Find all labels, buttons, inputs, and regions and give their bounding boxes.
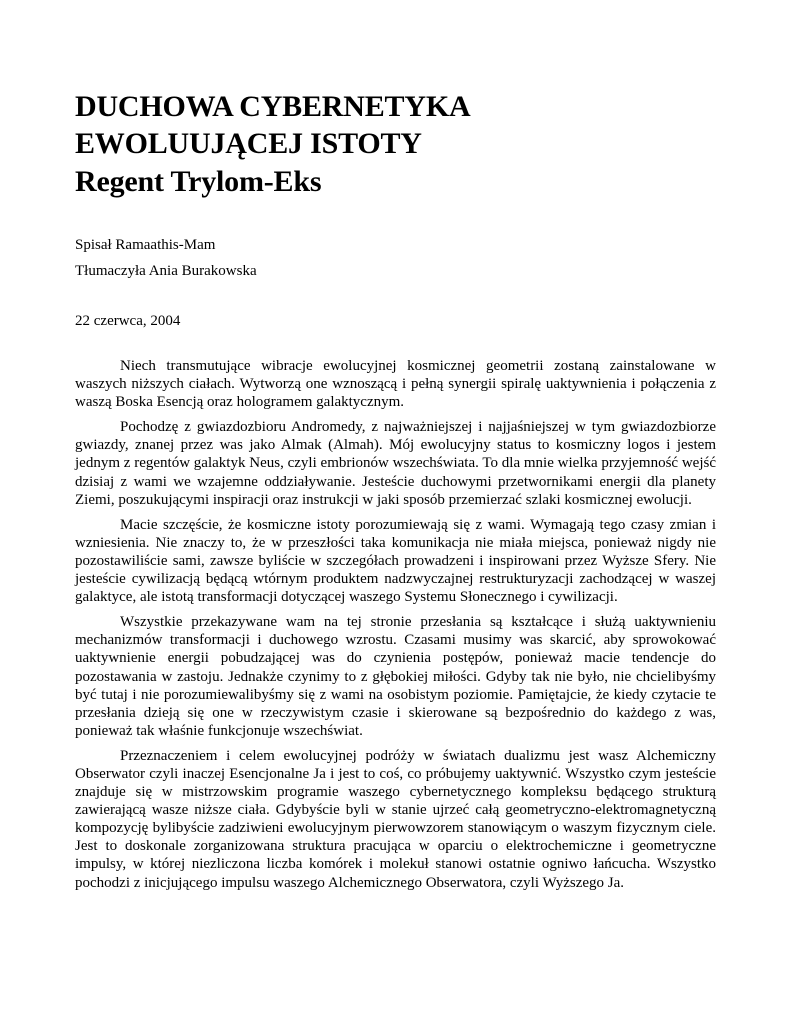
paragraph-1: Niech transmutujące wibracje ewolucyjnej kosmicznej geometrii zostaną zainstalowane w waszych niższych ciałach. Wytworzą one wznoszącą i pełną synergii spiralę uaktywnienia i połączenia z waszą Boska Esencją oraz hologramem galaktycznym. <box>75 358 716 411</box>
paragraph-5: Przeznaczeniem i celem ewolucyjnej podróży w światach dualizmu jest wasz Alchemiczny Obserwator czyli inaczej Esencjonalne Ja i jest to coś, co próbujemy uaktywnić. Wszystko czym jesteście znajduje się w mistrzowskim programie waszego cybernetycznego kompleksu będącego strukturą zawierającą wasze niższe ciała. Gdybyście byli w stanie ujrzeć całą geometryczno-elektromagnetyczną kompozycję bylibyście zadziwieni ewolucyjnym pierwowzorem stanowiącym o waszym fizycznym ciele. Jest to doskonale zorganizowana struktura pracująca w oparciu o elektrochemiczne i geometryczne impulsy, w której niezliczona liczba komórek i molekuł stanowi ostatnie ogniwo łańcucha. Wszystko pochodzi z inicjującego impulsu waszego Alchemicznego Obserwatora, czyli Wyższego Ja. <box>75 747 716 891</box>
title-line-1: DUCHOWA CYBERNETYKA <box>75 90 471 123</box>
document-subtitle: Regent Trylom-Eks <box>75 165 322 198</box>
paragraph-4: Wszystkie przekazywane wam na tej stronie przesłania są kształcące i służą uaktywnieniu mechanizmów transformacji i duchowego wzrostu. Czasami musimy was skarcić, aby sprowokować uaktywnienie energii pobudzającej was do czynienia postępów, ponieważ macie tendencje do pozostawania w zastoju. Jednakże czynimy to z głębokiej miłości. Gdyby tak nie było, nie chcielibyśmy być tutaj i nie porozumiewalibyśmy się z wami na osobistym poziomie. Pamiętajcie, że kiedy czytacie te przesłania dzieją się one w rzeczywistym czasie i skierowane są bezpośrednio do każdego z was, ponieważ tak właśnie funkcjonuje wszechświat. <box>75 614 716 739</box>
document-page <box>75 88 716 899</box>
translator-line: Tłumaczyła Ania Burakowska <box>75 263 257 279</box>
document-title <box>75 88 716 162</box>
paragraph-2: Pochodzę z gwiazdozbioru Andromedy, z najważniejszej i najjaśniejszej w tym gwiazdozbiorze gwiazdy, znanej przez was jako Almak (Almah). Mój ewolucyjny status to kosmiczny logos i jestem jednym z regentów galaktyk Neus, czyli embrionów wszechświata. To dla mnie wielka przyjemność wejść dzisiaj z wami we wzajemne oddziaływanie. Jesteście duchowymi przetwornikami energii dla planety Ziemi, poszukującymi inspiracji oraz instrukcji w jaki sposób przemierzać szlaki kosmicznej ewolucji. <box>75 419 716 508</box>
title-line-2: EWOLUUJĄCEJ ISTOTY <box>75 127 422 160</box>
author-line: Spisał Ramaathis-Mam <box>75 237 216 253</box>
date-line: 22 czerwca, 2004 <box>75 313 181 329</box>
paragraph-3: Macie szczęście, że kosmiczne istoty porozumiewają się z wami. Wymagają tego czasy zmian i wzniesienia. Nie znaczy to, że w przeszłości taka komunikacja nie miała miejsca, ponieważ nigdy nie pozostawiliście sami, zawsze byliście w szczegółach prowadzeni i inspirowani przez Wyższe Sfery. Nie jesteście cywilizacją będącą wtórnym produktem nadzwyczajnej restrukturyzacji zachodzącej w waszej galaktyce, ale istotą transformacji dotyczącej waszego Systemu Słonecznego i cywilizacji. <box>75 516 716 606</box>
body-text <box>75 357 716 892</box>
